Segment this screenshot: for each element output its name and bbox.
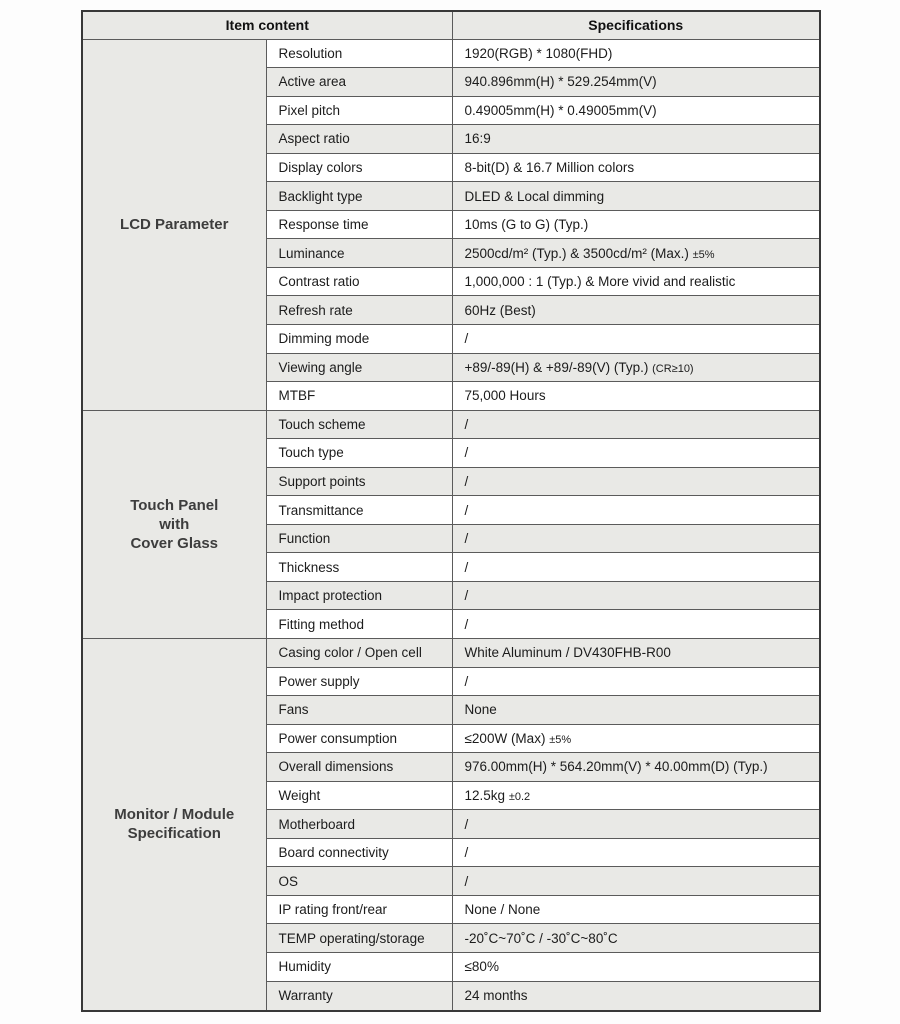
spec-value-cell bbox=[452, 467, 820, 496]
spec-value: 16:9 bbox=[464, 131, 491, 147]
item-label-cell bbox=[266, 96, 452, 125]
item-label-cell bbox=[266, 781, 452, 810]
section-name-line: Monitor / Module bbox=[114, 806, 235, 824]
item-label: Power supply bbox=[278, 673, 360, 689]
item-label: Refresh rate bbox=[278, 302, 353, 318]
header-item-content: Item content bbox=[82, 11, 452, 39]
spec-value-cell bbox=[452, 496, 820, 525]
spec-value: / bbox=[464, 331, 469, 347]
spec-value: ≤200W (Max) bbox=[464, 730, 546, 746]
header-specifications: Specifications bbox=[452, 11, 820, 39]
spec-value: 8-bit(D) & 16.7 Million colors bbox=[464, 159, 635, 175]
header-row bbox=[82, 11, 820, 39]
item-label: Touch scheme bbox=[278, 416, 366, 432]
item-label-cell bbox=[266, 924, 452, 953]
item-label-cell bbox=[266, 667, 452, 696]
spec-value: 976.00mm(H) * 564.20mm(V) * 40.00mm(D) (Typ.) bbox=[464, 759, 768, 775]
section-name-line: LCD Parameter bbox=[120, 216, 229, 234]
spec-value-cell bbox=[452, 324, 820, 353]
spec-value-cell bbox=[452, 210, 820, 239]
section-cell bbox=[82, 410, 266, 638]
item-label-cell bbox=[266, 753, 452, 782]
item-label: Motherboard bbox=[278, 816, 356, 832]
item-label: Weight bbox=[278, 787, 321, 803]
spec-value: / bbox=[464, 616, 469, 632]
item-label-cell bbox=[266, 524, 452, 553]
spec-value-cell bbox=[452, 638, 820, 667]
spec-value-small: ±5% bbox=[549, 733, 572, 746]
item-label: Luminance bbox=[278, 245, 345, 261]
item-label-cell bbox=[266, 981, 452, 1011]
spec-value-cell bbox=[452, 667, 820, 696]
item-label-cell bbox=[266, 581, 452, 610]
spec-table bbox=[81, 10, 821, 1012]
item-label: Support points bbox=[278, 473, 366, 489]
spec-value-cell bbox=[452, 553, 820, 582]
spec-value-cell bbox=[452, 125, 820, 154]
spec-value-cell bbox=[452, 838, 820, 867]
item-label-cell bbox=[266, 68, 452, 97]
spec-row bbox=[82, 410, 820, 439]
spec-value-small: ±0.2 bbox=[508, 790, 531, 803]
spec-value: DLED & Local dimming bbox=[464, 188, 605, 204]
spec-value: +89/-89(H) & +89/-89(V) (Typ.) bbox=[464, 359, 649, 375]
spec-value-cell bbox=[452, 296, 820, 325]
item-label-cell bbox=[266, 267, 452, 296]
section-name-line: Cover Glass bbox=[130, 534, 219, 552]
item-label: Overall dimensions bbox=[278, 759, 394, 775]
section-name-line: Specification bbox=[127, 825, 221, 843]
spec-value-cell bbox=[452, 696, 820, 725]
item-label-cell bbox=[266, 496, 452, 525]
item-label: Backlight type bbox=[278, 188, 363, 204]
item-label-cell bbox=[266, 838, 452, 867]
spec-value-cell bbox=[452, 68, 820, 97]
item-label-cell bbox=[266, 410, 452, 439]
item-label: Power consumption bbox=[278, 730, 398, 746]
item-label: Aspect ratio bbox=[278, 131, 350, 147]
spec-value: / bbox=[464, 416, 469, 432]
spec-row bbox=[82, 638, 820, 667]
spec-value: 60Hz (Best) bbox=[464, 302, 536, 318]
spec-value: 10ms (G to G) (Typ.) bbox=[464, 217, 589, 233]
spec-row bbox=[82, 39, 820, 68]
spec-value-cell bbox=[452, 753, 820, 782]
item-label-cell bbox=[266, 210, 452, 239]
item-label: Board connectivity bbox=[278, 845, 389, 861]
spec-value: ≤80% bbox=[464, 959, 499, 975]
item-label-cell bbox=[266, 610, 452, 639]
item-label-cell bbox=[266, 553, 452, 582]
spec-value: / bbox=[464, 845, 469, 861]
spec-value: None bbox=[464, 702, 497, 718]
item-label: IP rating front/rear bbox=[278, 902, 388, 918]
item-label: Casing color / Open cell bbox=[278, 645, 422, 661]
item-label: Transmittance bbox=[278, 502, 364, 518]
spec-value: None / None bbox=[464, 902, 541, 918]
item-label-cell bbox=[266, 153, 452, 182]
spec-value: / bbox=[464, 531, 469, 547]
spec-value-cell bbox=[452, 895, 820, 924]
item-label-cell bbox=[266, 810, 452, 839]
item-label: Thickness bbox=[278, 559, 340, 575]
item-label: Impact protection bbox=[278, 588, 383, 604]
item-label: Warranty bbox=[278, 988, 333, 1004]
spec-value-small: ±5% bbox=[692, 248, 715, 261]
spec-value-cell bbox=[452, 524, 820, 553]
item-label: Pixel pitch bbox=[278, 102, 341, 118]
item-label: Response time bbox=[278, 217, 369, 233]
spec-value: White Aluminum / DV430FHB-R00 bbox=[464, 645, 671, 661]
item-label-cell bbox=[266, 382, 452, 411]
spec-value: / bbox=[464, 445, 469, 461]
spec-value-cell bbox=[452, 810, 820, 839]
item-label-cell bbox=[266, 182, 452, 211]
spec-table-body bbox=[82, 39, 820, 1011]
section-cell bbox=[82, 39, 266, 410]
spec-value-cell bbox=[452, 267, 820, 296]
item-label-cell bbox=[266, 239, 452, 268]
spec-value: 940.896mm(H) * 529.254mm(V) bbox=[464, 74, 657, 90]
item-label: TEMP operating/storage bbox=[278, 930, 425, 946]
spec-value-cell bbox=[452, 410, 820, 439]
section-cell bbox=[82, 638, 266, 1011]
spec-value-cell bbox=[452, 867, 820, 896]
spec-value-cell bbox=[452, 353, 820, 382]
item-label-cell bbox=[266, 439, 452, 468]
spec-value: 12.5kg bbox=[464, 787, 506, 803]
spec-value: / bbox=[464, 502, 469, 518]
item-label-cell bbox=[266, 125, 452, 154]
item-label-cell bbox=[266, 467, 452, 496]
spec-value: / bbox=[464, 473, 469, 489]
item-label: Fans bbox=[278, 702, 309, 718]
spec-value-cell bbox=[452, 981, 820, 1011]
spec-table-header bbox=[82, 11, 820, 39]
spec-value: / bbox=[464, 816, 469, 832]
item-label-cell bbox=[266, 895, 452, 924]
item-label-cell bbox=[266, 324, 452, 353]
item-label-cell bbox=[266, 953, 452, 982]
spec-value: 24 months bbox=[464, 988, 528, 1004]
item-label: Viewing angle bbox=[278, 359, 363, 375]
item-label-cell bbox=[266, 353, 452, 382]
item-label-cell bbox=[266, 724, 452, 753]
item-label-cell bbox=[266, 696, 452, 725]
spec-value-small: (CR≥10) bbox=[652, 362, 694, 375]
spec-value: 1920(RGB) * 1080(FHD) bbox=[464, 45, 613, 61]
item-label: MTBF bbox=[278, 388, 316, 404]
spec-value-cell bbox=[452, 924, 820, 953]
section-name-line: Touch Panel bbox=[130, 496, 219, 514]
item-label: Dimming mode bbox=[278, 331, 370, 347]
spec-value: / bbox=[464, 559, 469, 575]
spec-value-cell bbox=[452, 39, 820, 68]
item-label: Fitting method bbox=[278, 616, 365, 632]
spec-value-cell bbox=[452, 953, 820, 982]
spec-value-cell bbox=[452, 96, 820, 125]
spec-value: 0.49005mm(H) * 0.49005mm(V) bbox=[464, 102, 657, 118]
item-label: Humidity bbox=[278, 959, 332, 975]
spec-value-cell bbox=[452, 182, 820, 211]
item-label: Display colors bbox=[278, 159, 363, 175]
spec-value-cell bbox=[452, 781, 820, 810]
spec-value-cell bbox=[452, 581, 820, 610]
item-label-cell bbox=[266, 638, 452, 667]
item-label: OS bbox=[278, 873, 299, 889]
spec-value-cell bbox=[452, 439, 820, 468]
spec-value: / bbox=[464, 673, 469, 689]
spec-value: 1,000,000 : 1 (Typ.) & More vivid and realistic bbox=[464, 274, 736, 290]
item-label: Touch type bbox=[278, 445, 344, 461]
spec-value-cell bbox=[452, 610, 820, 639]
spec-value-cell bbox=[452, 724, 820, 753]
item-label: Resolution bbox=[278, 45, 343, 61]
spec-value-cell bbox=[452, 382, 820, 411]
item-label: Contrast ratio bbox=[278, 274, 360, 290]
item-label: Function bbox=[278, 531, 331, 547]
spec-value-cell bbox=[452, 153, 820, 182]
item-label-cell bbox=[266, 296, 452, 325]
item-label: Active area bbox=[278, 74, 347, 90]
item-label-cell bbox=[266, 39, 452, 68]
item-label-cell bbox=[266, 867, 452, 896]
section-name-line: with bbox=[159, 515, 190, 533]
spec-value: 2500cd/m² (Typ.) & 3500cd/m² (Max.) bbox=[464, 245, 689, 261]
spec-value-cell bbox=[452, 239, 820, 268]
spec-value: / bbox=[464, 873, 469, 889]
spec-value: / bbox=[464, 588, 469, 604]
spec-value: -20˚C~70˚C / -30˚C~80˚C bbox=[464, 930, 618, 946]
spec-value: 75,000 Hours bbox=[464, 388, 546, 404]
